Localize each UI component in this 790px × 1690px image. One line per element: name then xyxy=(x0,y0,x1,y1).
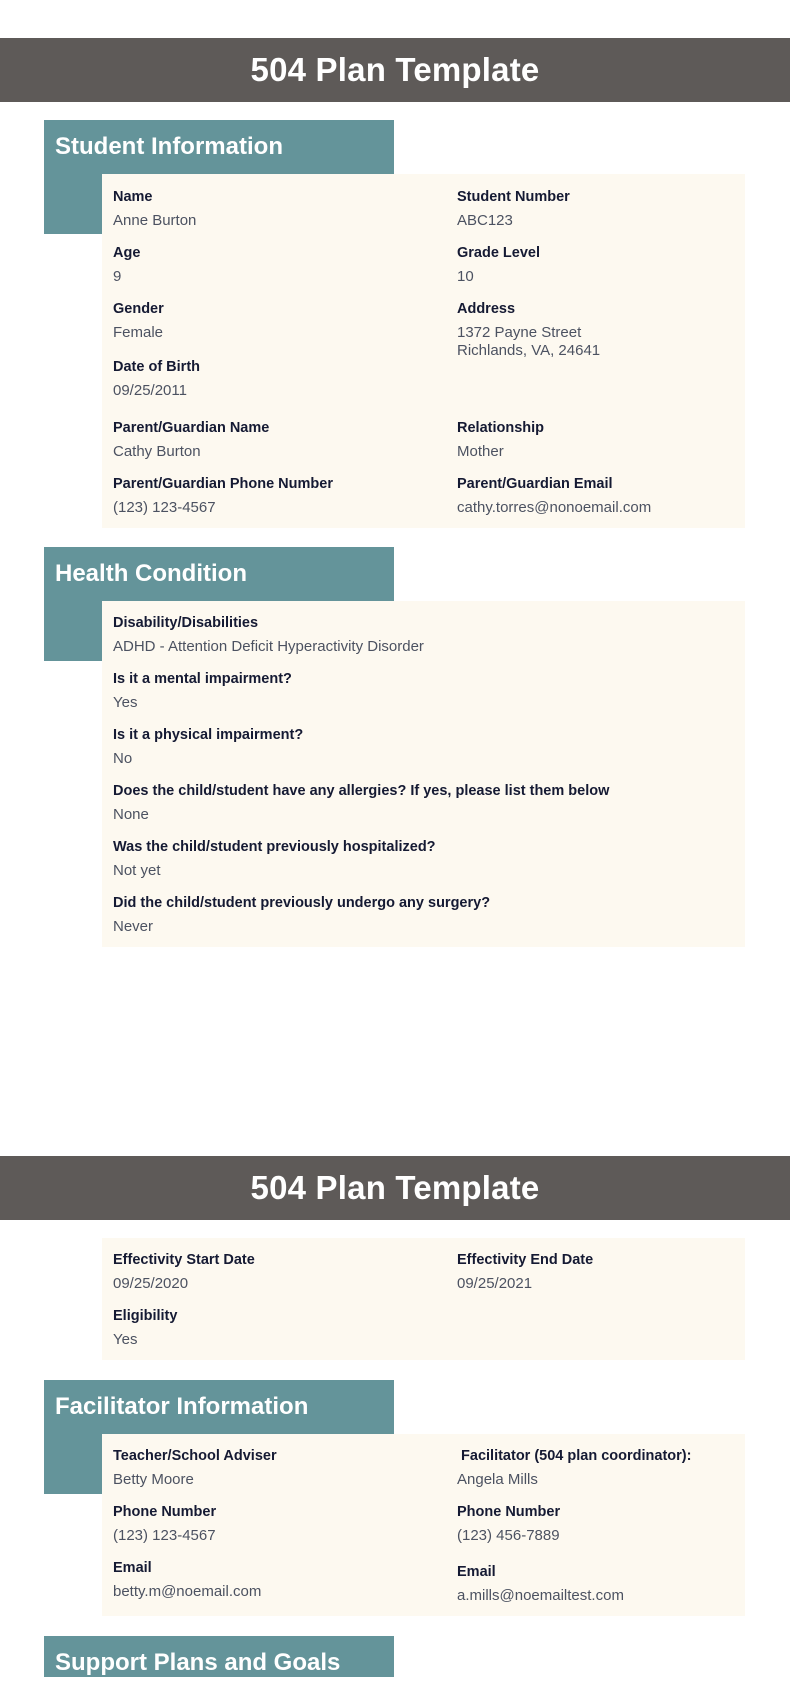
allergies-label: Does the child/student have any allergies? If yes, please list them below xyxy=(113,783,610,799)
name-value: Anne Burton xyxy=(113,212,197,229)
address-line1: 1372 Payne Street xyxy=(457,324,582,341)
dob-label: Date of Birth xyxy=(113,359,200,375)
relationship-value: Mother xyxy=(457,443,504,460)
guardian-name-label: Parent/Guardian Name xyxy=(113,420,270,436)
mental-impairment-label: Is it a mental impairment? xyxy=(113,671,292,687)
teacher-phone-value: (123) 123-4567 xyxy=(113,1527,216,1544)
relationship-label: Relationship xyxy=(457,420,545,436)
student-number-value: ABC123 xyxy=(457,212,513,229)
name-label: Name xyxy=(113,189,153,205)
gender-value: Female xyxy=(113,324,164,341)
disabilities-label: Disability/Disabilities xyxy=(113,615,259,631)
section-title-student-information: Student Information xyxy=(44,120,394,174)
teacher-value: Betty Moore xyxy=(113,1471,194,1488)
page-header xyxy=(0,38,790,102)
section-title-support-plans: Support Plans and Goals xyxy=(44,1636,394,1677)
gender-label: Gender xyxy=(113,301,164,317)
dob-value: 09/25/2011 xyxy=(113,382,187,399)
guardian-email-value: cathy.torres@nonoemail.com xyxy=(457,499,652,516)
address-label: Address xyxy=(457,301,516,317)
facilitator-email-label: Email xyxy=(457,1564,496,1580)
mental-impairment-value: Yes xyxy=(113,694,138,711)
student-information-panel xyxy=(102,174,745,528)
surgery-label: Did the child/student previously undergo any surgery? xyxy=(113,895,491,911)
section-accent xyxy=(44,174,102,234)
teacher-phone-label: Phone Number xyxy=(113,1504,217,1520)
section-accent xyxy=(44,601,102,661)
student-number-label: Student Number xyxy=(457,189,570,205)
age-label: Age xyxy=(113,245,141,261)
section-title-health-condition: Health Condition xyxy=(44,547,394,601)
facilitator-phone-value: (123) 456-7889 xyxy=(457,1527,560,1544)
effectivity-start-value: 09/25/2020 xyxy=(113,1275,189,1292)
page-title: 504 Plan Template xyxy=(250,51,540,88)
guardian-phone-label: Parent/Guardian Phone Number xyxy=(113,476,333,492)
grade-level-value: 10 xyxy=(457,268,474,285)
teacher-email-label: Email xyxy=(113,1560,152,1576)
hospitalized-label: Was the child/student previously hospitalized? xyxy=(113,839,436,855)
disabilities-value: ADHD - Attention Deficit Hyperactivity Disorder xyxy=(113,638,424,655)
page-header xyxy=(0,1156,790,1220)
age-value: 9 xyxy=(113,268,122,285)
effectivity-end-label: Effectivity End Date xyxy=(457,1252,594,1268)
facilitator-phone-label: Phone Number xyxy=(457,1504,561,1520)
guardian-phone-value: (123) 123-4567 xyxy=(113,499,216,516)
guardian-email-label: Parent/Guardian Email xyxy=(457,476,613,492)
guardian-name-value: Cathy Burton xyxy=(113,443,201,460)
address-line2: Richlands, VA, 24641 xyxy=(457,342,601,359)
section-title-facilitator-information: Facilitator Information xyxy=(44,1380,394,1434)
physical-impairment-label: Is it a physical impairment? xyxy=(113,727,304,743)
surgery-value: Never xyxy=(113,918,154,935)
facilitator-information-panel xyxy=(102,1434,745,1616)
effectivity-start-label: Effectivity Start Date xyxy=(113,1252,255,1268)
facilitator-email-value: a.mills@noemailtest.com xyxy=(457,1587,624,1604)
allergies-value: None xyxy=(113,806,149,823)
health-condition-panel xyxy=(102,601,745,947)
grade-level-label: Grade Level xyxy=(457,245,541,261)
effectivity-end-value: 09/25/2021 xyxy=(457,1275,533,1292)
teacher-email-value: betty.m@noemail.com xyxy=(113,1583,262,1600)
physical-impairment-value: No xyxy=(113,750,133,767)
teacher-label: Teacher/School Adviser xyxy=(113,1448,277,1464)
eligibility-label: Eligibility xyxy=(113,1308,178,1324)
facilitator-value: Angela Mills xyxy=(457,1471,538,1488)
hospitalized-value: Not yet xyxy=(113,862,161,879)
page-title: 504 Plan Template xyxy=(250,1169,540,1206)
eligibility-value: Yes xyxy=(113,1331,138,1348)
section-accent xyxy=(44,1434,102,1494)
effectivity-panel xyxy=(102,1238,745,1360)
facilitator-label: Facilitator (504 plan coordinator): xyxy=(457,1448,692,1464)
